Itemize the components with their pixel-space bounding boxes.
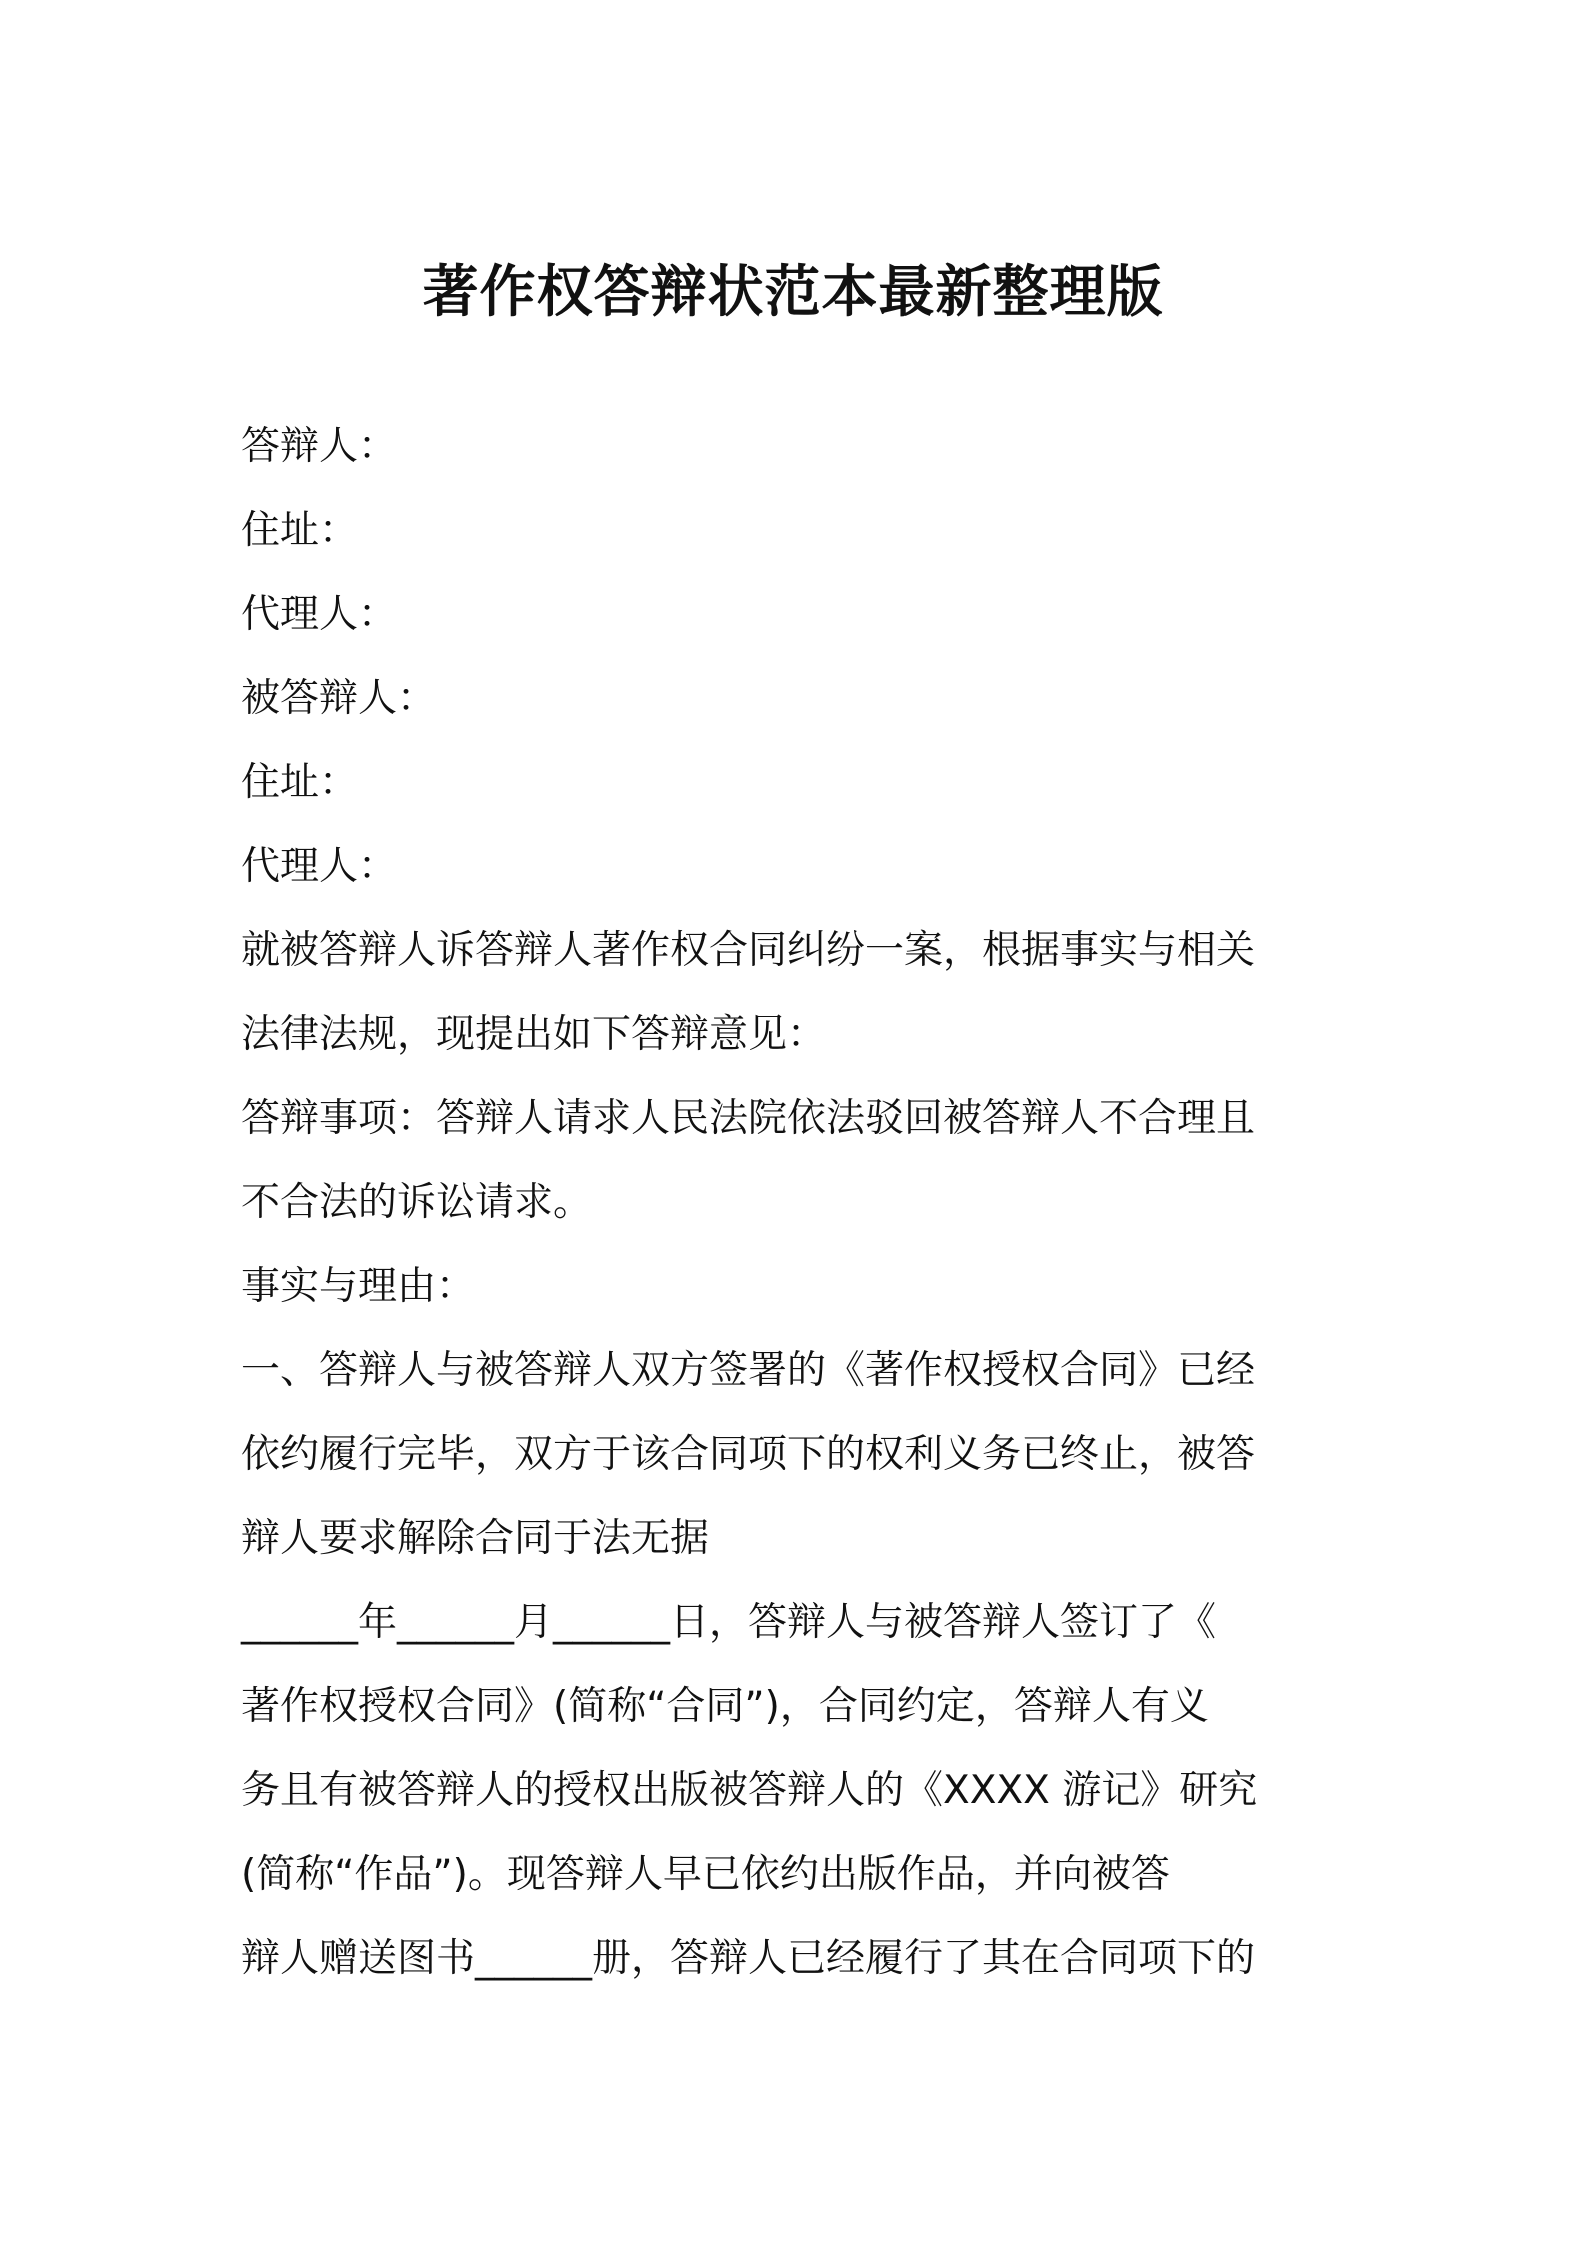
text-line: 著作权授权合同》(简称“合同”)，合同约定，答辩人有义 <box>241 1684 1209 1729</box>
text-line: 住址： <box>241 508 359 553</box>
text-line: 代理人： <box>241 592 398 637</box>
text-line: 代理人： <box>241 844 398 889</box>
text-line: 住址： <box>241 760 359 805</box>
text-line: 不合法的诉讼请求。 <box>241 1180 593 1225</box>
text-line: 一、答辩人与被答辩人双方签署的《著作权授权合同》已经 <box>241 1348 1256 1393</box>
text-line: 答辩事项：答辩人请求人民法院依法驳回被答辩人不合理且 <box>241 1096 1256 1141</box>
text-line: 辩人赠送图书______册，答辩人已经履行了其在合同项下的 <box>241 1936 1256 1981</box>
text-line: 依约履行完毕，双方于该合同项下的权利义务已终止，被答 <box>241 1432 1256 1477</box>
text-line: 辩人要求解除合同于法无据 <box>241 1516 710 1561</box>
document-body <box>241 405 1345 2001</box>
text-line: 事实与理由： <box>241 1264 476 1309</box>
document-title: 著作权答辩状范本最新整理版 <box>422 260 1164 325</box>
text-line: (简称“作品”)。现答辩人早已依约出版作品，并向被答 <box>241 1852 1170 1897</box>
text-line: 法律法规，现提出如下答辩意见： <box>241 1012 827 1057</box>
text-line: 务且有被答辩人的授权出版被答辩人的《XXXX 游记》研究 <box>241 1768 1258 1813</box>
text-line: 被答辩人： <box>241 676 437 721</box>
text-line: 就被答辩人诉答辩人著作权合同纠纷一案，根据事实与相关 <box>241 928 1256 973</box>
text-line: 答辩人： <box>241 424 398 469</box>
text-line: ______年______月______日，答辩人与被答辩人签订了《 <box>241 1600 1217 1645</box>
